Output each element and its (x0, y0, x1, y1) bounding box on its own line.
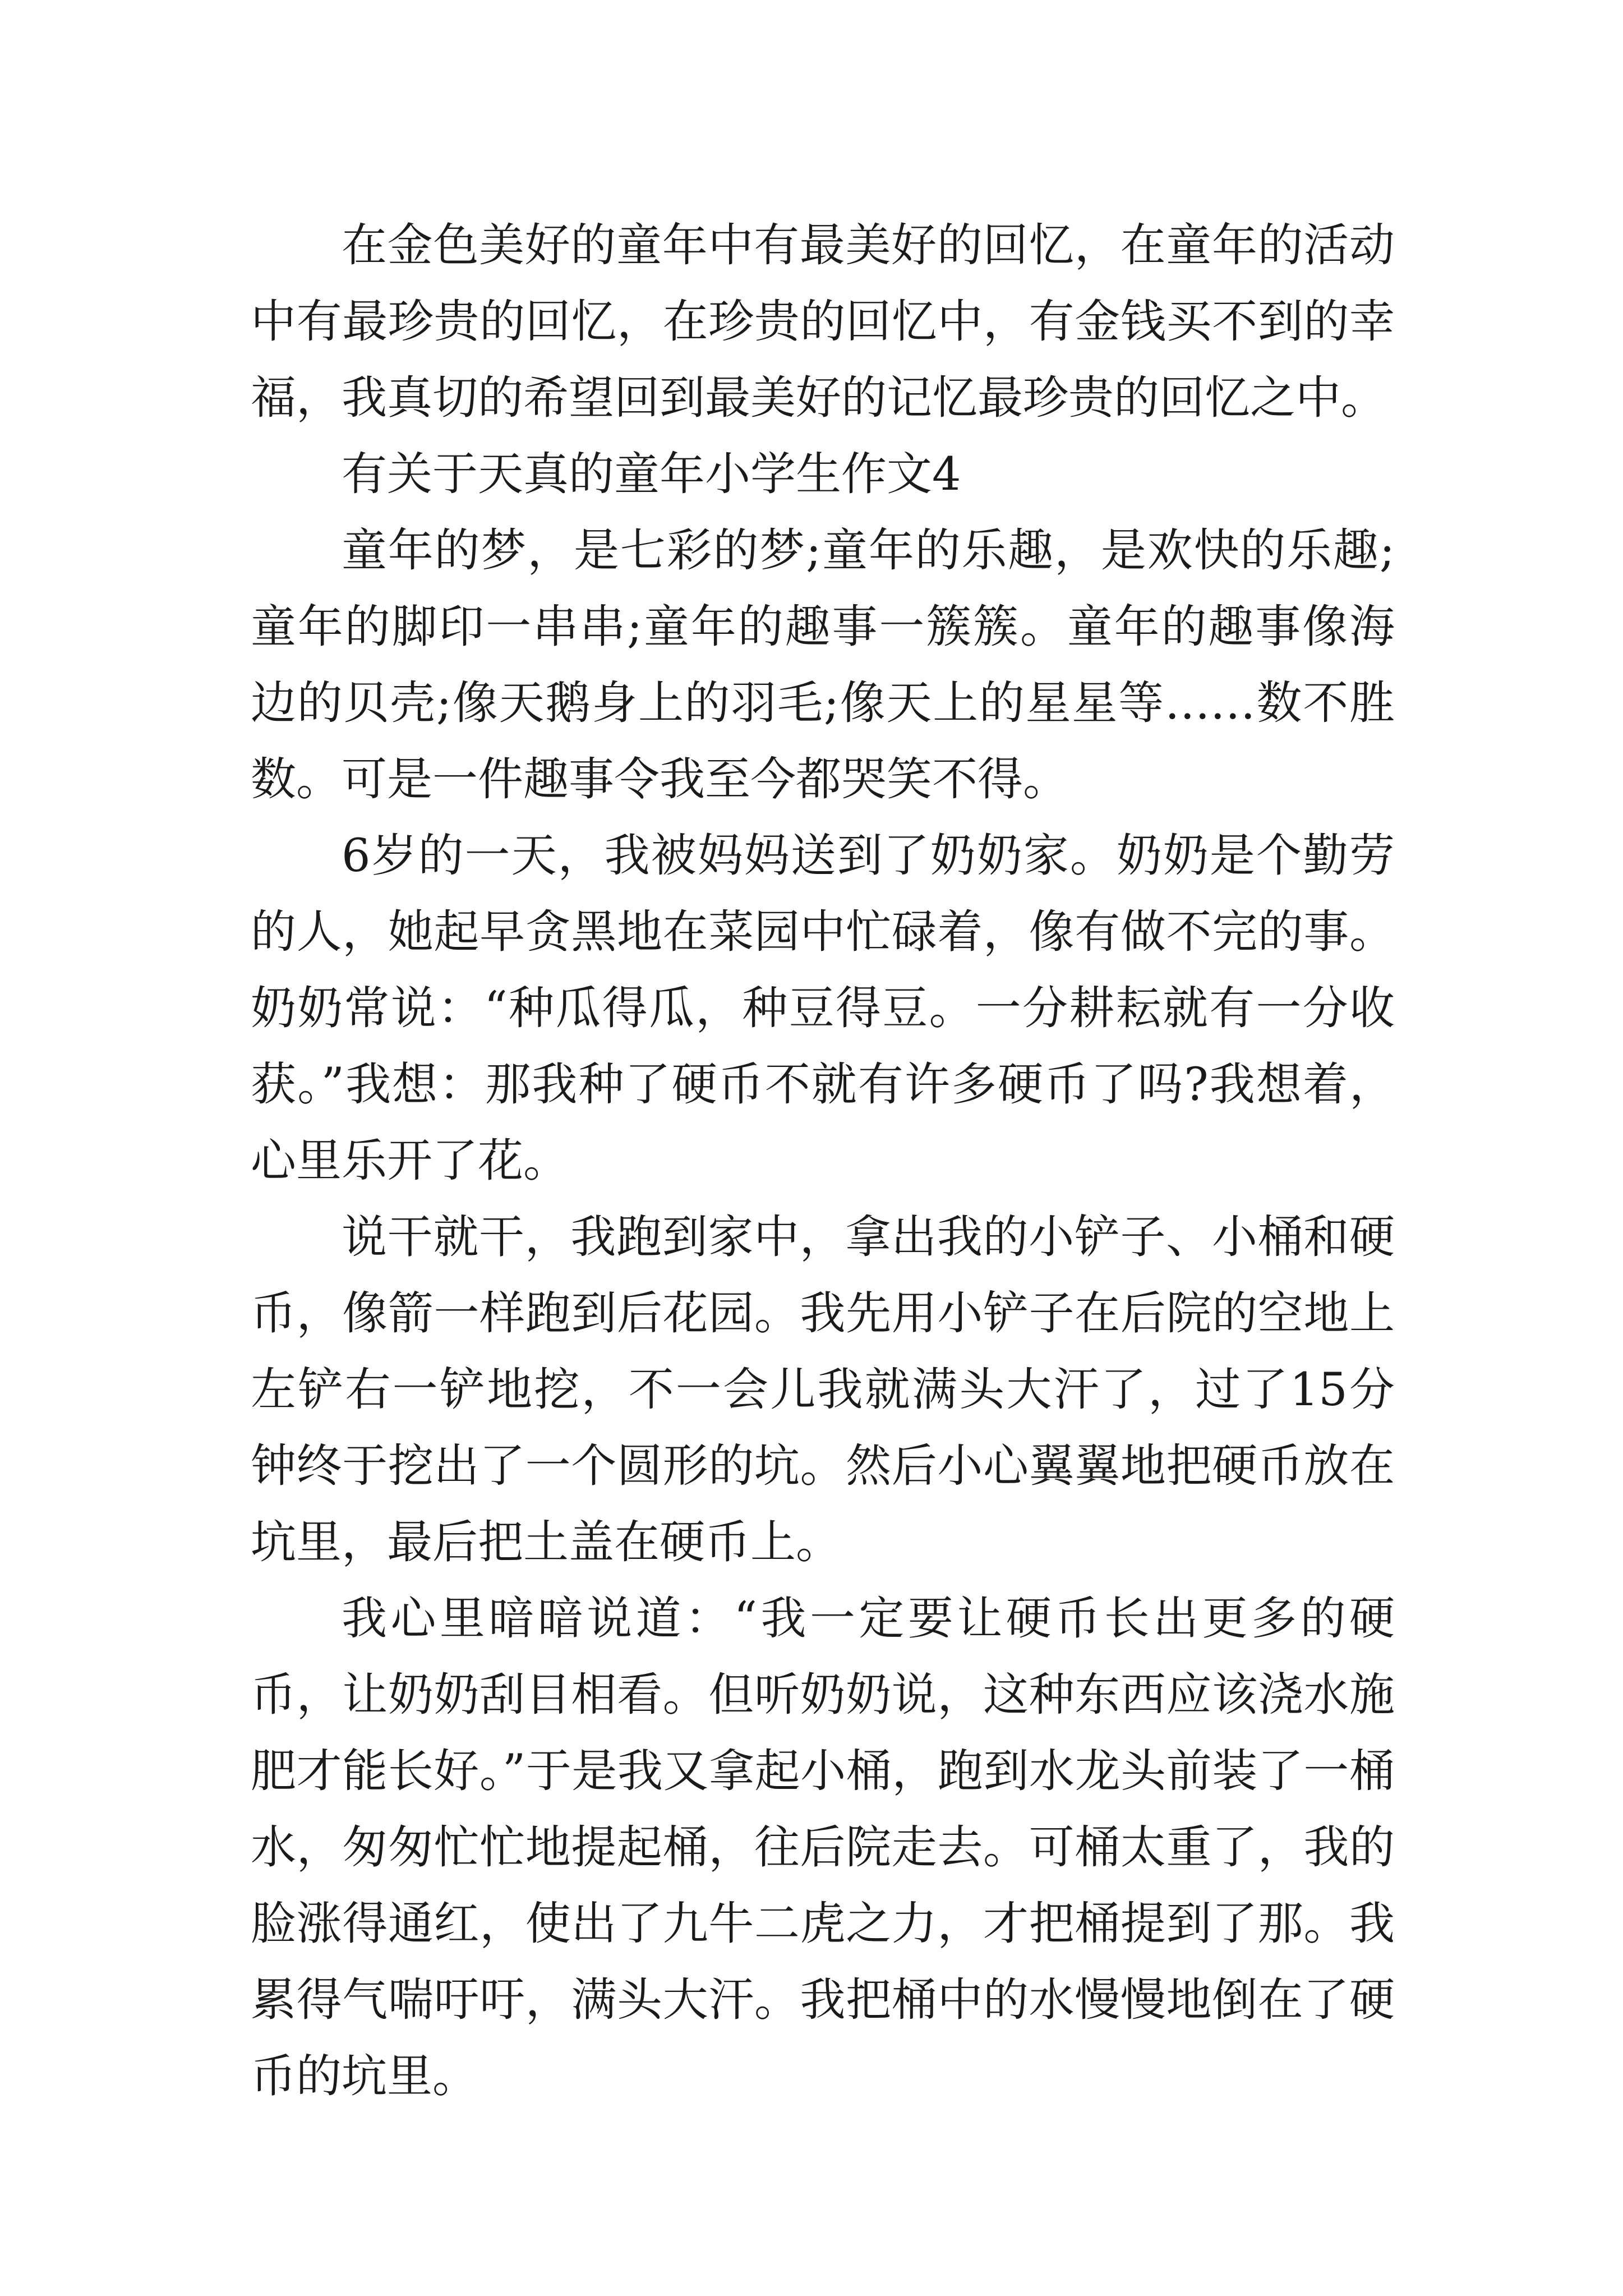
paragraph-4: 说干就干，我跑到家中，拿出我的小铲子、小桶和硬币，像箭一样跑到后花园。我先用小铲子在后院的空地上左铲右一铲地挖，不一会儿我就满头大汗了，过了15分钟终于挖出了一个圆形的坑。然后小心翼翼地把硬币放在坑里，最后把土盖在硬币上。 (251, 1211, 1395, 1569)
paragraph-3: 6岁的一天，我被妈妈送到了奶奶家。奶奶是个勤劳的人，她起早贪黑地在菜园中忙碌着，像有做不完的事。奶奶常说：“种瓜得瓜，种豆得豆。一分耕耘就有一分收获。”我想：那我种了硬币不就有许多硬币了吗?我想着，心里乐开了花。 (251, 830, 1395, 1188)
paragraph-5: 我心里暗暗说道：“我一定要让硬币长出更多的硬币，让奶奶刮目相看。但听奶奶说，这种东西应该浇水施肥才能长好。”于是我又拿起小桶，跑到水龙头前装了一桶水，匆匆忙忙地提起桶，往后院走去。可桶太重了，我的脸涨得通红，使出了九牛二虎之力，才把桶提到了那。我累得气喘吁吁，满头大汗。我把桶中的水慢慢地倒在了硬币的坑里。 (251, 1593, 1395, 2103)
essay-title: 有关于天真的童年小学生作文4 (342, 448, 961, 501)
paragraph-2: 童年的梦，是七彩的梦;童年的乐趣，是欢快的乐趣;童年的脚印一串串;童年的趣事一簇簇。童年的趣事像海边的贝壳;像天鹅身上的羽毛;像天上的星星等……数不胜数。可是一件趣事令我至今都哭笑不得。 (251, 524, 1395, 806)
document-body (251, 208, 1395, 2115)
paragraph-1: 在金色美好的童年中有最美好的回忆，在童年的活动中有最珍贵的回忆，在珍贵的回忆中，有金钱买不到的幸福，我真切的希望回到最美好的记忆最珍贵的回忆之中。 (251, 219, 1395, 425)
